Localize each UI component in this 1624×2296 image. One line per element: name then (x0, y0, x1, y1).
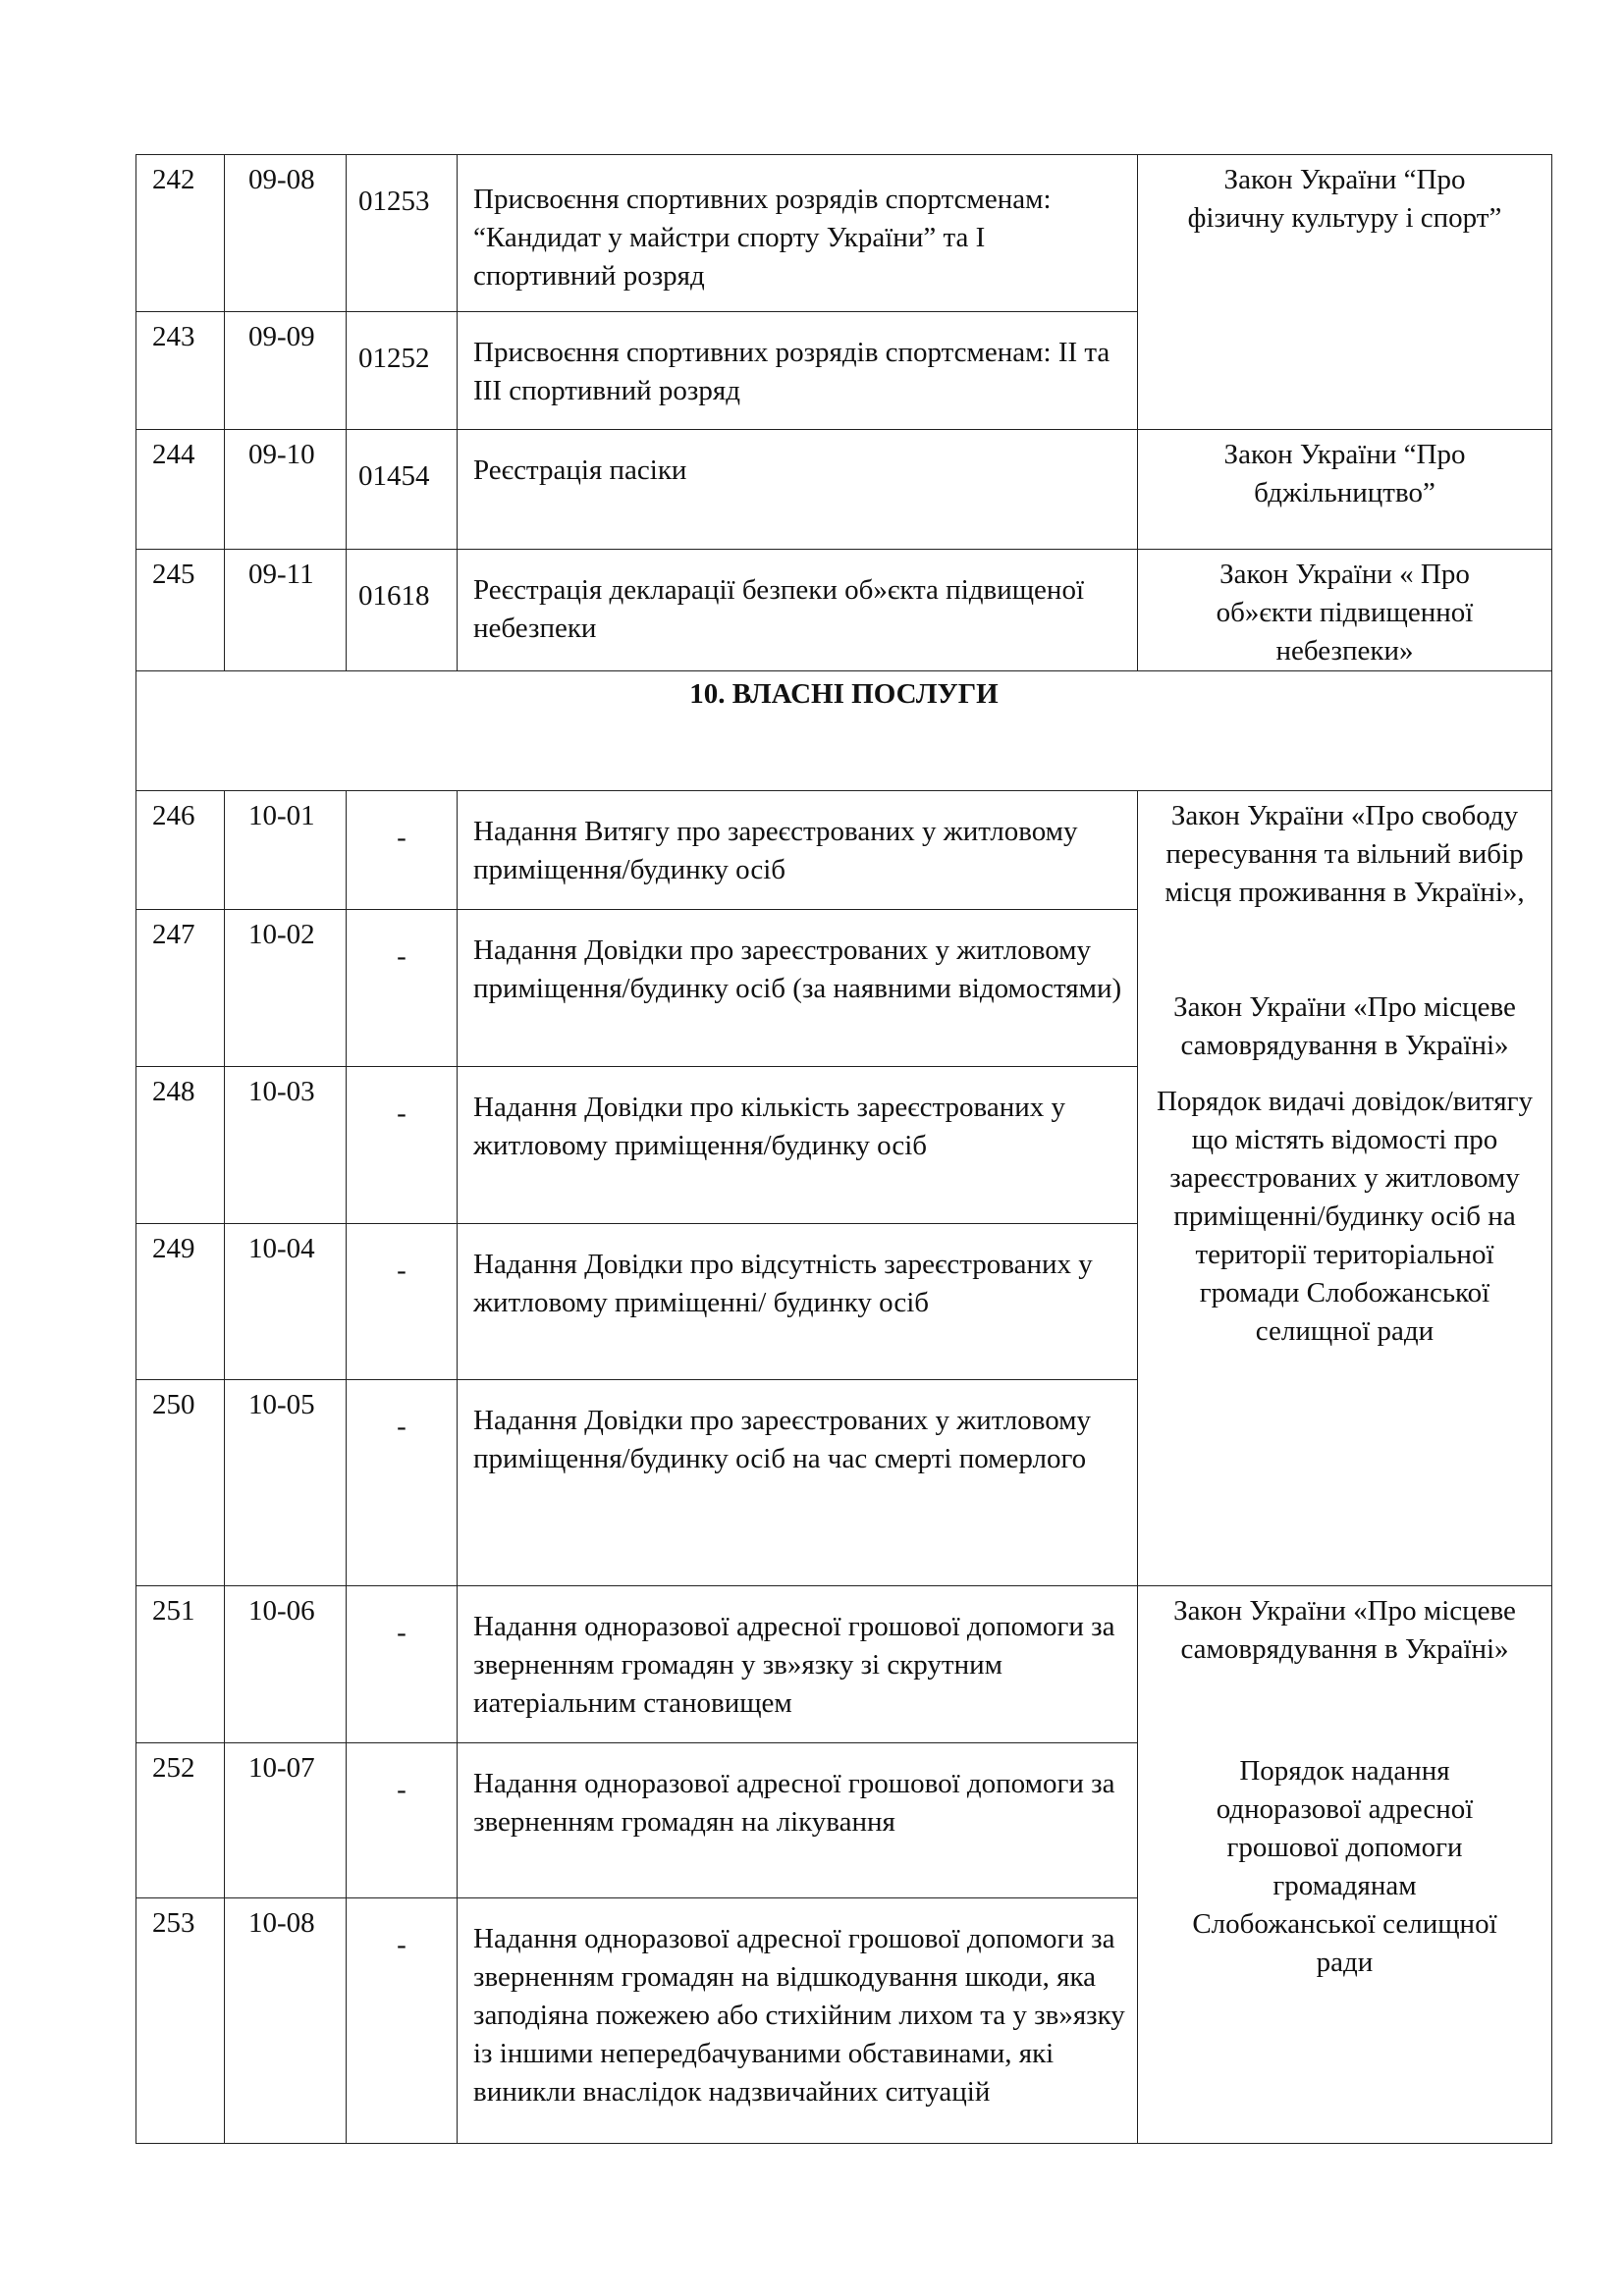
table-row (136, 430, 1552, 550)
service-code: 10-05 (225, 1380, 347, 1586)
service-code: 10-08 (225, 1898, 347, 2144)
service-id: - (347, 1586, 458, 1743)
legal-basis-law-1: Закон України «Про свободу пересування та вільний вибір місця проживання в Україні», (1164, 800, 1525, 908)
legal-basis: Закон України « Про об»єкти підвищенної небезпеки» (1138, 550, 1552, 671)
row-number: 246 (136, 791, 225, 910)
service-code: 10-07 (225, 1743, 347, 1898)
legal-basis: Закон України “Про фізичну культуру і спорт” (1138, 155, 1552, 430)
service-code: 09-09 (225, 312, 347, 430)
service-code: 10-04 (225, 1224, 347, 1380)
service-code: 09-08 (225, 155, 347, 312)
service-code: 10-02 (225, 910, 347, 1067)
table-row (136, 791, 1552, 910)
service-id: - (347, 1224, 458, 1380)
service-name: Присвоєння спортивних розрядів спортсменам: ІІ та ІІІ спортивний розряд (458, 312, 1138, 430)
service-code: 10-03 (225, 1067, 347, 1224)
service-id: 01618 (347, 550, 458, 671)
table-row (136, 155, 1552, 312)
row-number: 244 (136, 430, 225, 550)
row-number: 248 (136, 1067, 225, 1224)
service-name: Надання Довідки про зареєстрованих у житловому приміщення/будинку осіб (за наявними відомостями) (458, 910, 1138, 1067)
service-code: 10-06 (225, 1586, 347, 1743)
service-id: - (347, 1380, 458, 1586)
service-name: Надання Довідки про кількість зареєстрованих у житловому приміщення/будинку осіб (458, 1067, 1138, 1224)
service-code: 09-10 (225, 430, 347, 550)
row-number: 250 (136, 1380, 225, 1586)
service-id: 01253 (347, 155, 458, 312)
service-name: Реєстрація декларації безпеки об»єкта підвищеної небезпеки (458, 550, 1138, 671)
service-name: Надання Довідки про зареєстрованих у житловому приміщення/будинку осіб на час смерті померлого (458, 1380, 1138, 1586)
legal-basis-procedure: Порядок видачі довідок/витягу що містять відомості про зареєстрованих у житловому приміщенні/будинку осіб на території територіальної громади Слобожанської селищної ради (1156, 1086, 1534, 1347)
row-number: 251 (136, 1586, 225, 1743)
document-page (135, 154, 1552, 2144)
section-title: 10. ВЛАСНІ ПОСЛУГИ (136, 671, 1552, 791)
services-table (135, 154, 1552, 2144)
service-id: - (347, 1898, 458, 2144)
row-number: 253 (136, 1898, 225, 2144)
row-number: 249 (136, 1224, 225, 1380)
service-id: - (347, 1067, 458, 1224)
service-name: Надання Довідки про відсутність зареєстрованих у житловому приміщенні/ будинку осіб (458, 1224, 1138, 1380)
service-id: 01454 (347, 430, 458, 550)
row-number: 242 (136, 155, 225, 312)
service-name: Присвоєння спортивних розрядів спортсменам: “Кандидат у майстри спорту України” та І спортивний розряд (458, 155, 1138, 312)
service-name: Надання одноразової адресної грошової допомоги за зверненням громадян на лікування (458, 1743, 1138, 1898)
legal-basis (1138, 1586, 1552, 2144)
service-id: - (347, 910, 458, 1067)
table-row (136, 1586, 1552, 1743)
table-row (136, 550, 1552, 671)
service-code: 10-01 (225, 791, 347, 910)
row-number: 243 (136, 312, 225, 430)
service-id: 01252 (347, 312, 458, 430)
legal-basis-law-2: Закон України «Про місцеве самоврядування в Україні» (1173, 991, 1516, 1061)
legal-basis: Закон України “Про бджільництво” (1138, 430, 1552, 550)
legal-basis-procedure: Порядок надання одноразової адресної грошової допомоги громадянам Слобожанської селищної ради (1192, 1755, 1497, 1978)
service-name: Надання одноразової адресної грошової допомоги за зверненням громадян у зв»язку зі скрутним иатеріальним становищем (458, 1586, 1138, 1743)
section-row (136, 671, 1552, 791)
row-number: 245 (136, 550, 225, 671)
service-id: - (347, 791, 458, 910)
legal-basis-law-1: Закон України «Про місцеве самоврядування в Україні» (1173, 1595, 1516, 1665)
service-name: Реєстрація пасіки (458, 430, 1138, 550)
row-number: 252 (136, 1743, 225, 1898)
service-id: - (347, 1743, 458, 1898)
legal-basis (1138, 791, 1552, 1586)
service-name: Надання одноразової адресної грошової допомоги за зверненням громадян на відшкодування шкоди, яка заподіяна пожежею або стихійним лихом та у зв»язку із іншими непередбачуваними обставинами, які виникли внаслідок надзвичайних ситуацій (458, 1898, 1138, 2144)
row-number: 247 (136, 910, 225, 1067)
service-name: Надання Витягу про зареєстрованих у житловому приміщення/будинку осіб (458, 791, 1138, 910)
service-code: 09-11 (225, 550, 347, 671)
